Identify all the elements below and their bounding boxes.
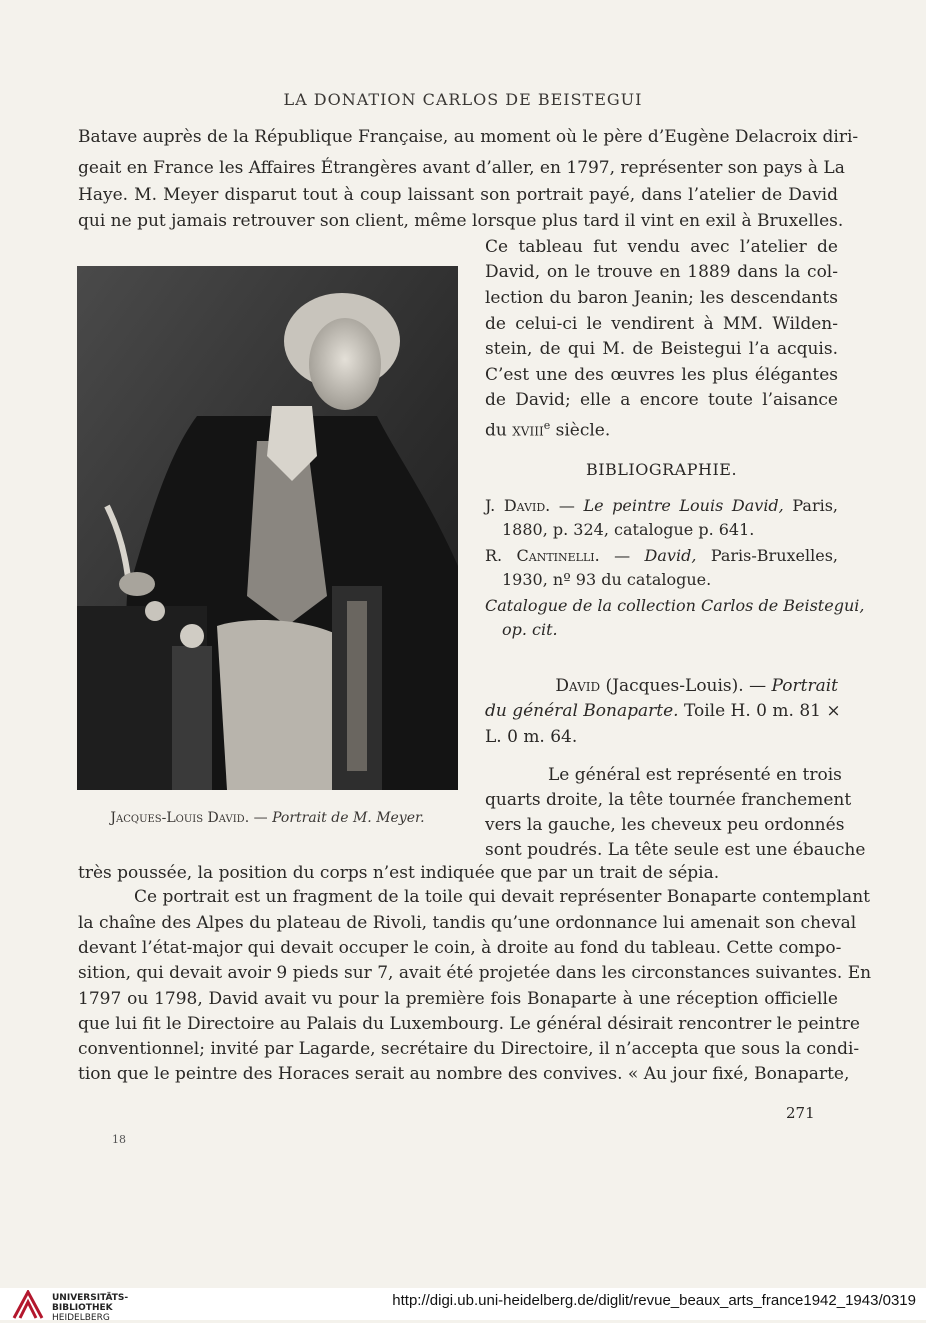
bib-entry-1-cont: 1880, p. 324, catalogue p. 641. [502, 520, 755, 539]
intro-line-3: Haye. M. Meyer disparut tout à coup laissant son portrait payé, dans l’atelier de David [78, 185, 838, 205]
library-logo-text: UNIVERSITÄTS- BIBLIOTHEK HEIDELBERG [52, 1293, 129, 1323]
side-line-5: stein, de qui M. de Beistegui l’a acquis. [485, 339, 838, 359]
body-line-1: très poussée, la position du corps n’est indiquée que par un trait de sépia. [78, 863, 720, 883]
side-line-1: Ce tableau fut vendu avec l’atelier de [485, 237, 838, 257]
portrait-figure [77, 266, 458, 790]
intro-line-1: Batave auprès de la République Française, au moment où le père d’Eugène Delacroix diri- [78, 127, 859, 147]
side-line-4: de celui-ci le vendirent à MM. Wilden- [485, 314, 838, 334]
intro-line-2: geait en France les Affaires Étrangères avant d’aller, en 1797, représenter son pays à La [78, 158, 845, 178]
intro-line-4: qui ne put jamais retrouver son client, même lorsque plus tard il vint en exil à Bruxelles. [78, 211, 844, 231]
entry-line-3: L. 0 m. 64. [485, 727, 578, 747]
bib-entry-1: J. David. — Le peintre Louis David, Paris, [485, 496, 839, 515]
source-url-link[interactable]: http://digi.ub.uni-heidelberg.de/diglit/revue_beaux_arts_france1942_1943/0319 [392, 1292, 916, 1309]
body-line-5: sition, qui devait avoir 9 pieds sur 7, avait été projetée dans les circonstances suivantes. En [78, 963, 872, 983]
body-line-8: conventionnel; invité par Lagarde, secrétaire du Directoire, il n’accepta que sous la condi- [78, 1039, 860, 1059]
bib-entry-3-cont: op. cit. [502, 620, 558, 639]
bib-entry-2: R. Cantinelli. — David, Paris-Bruxelles, [485, 546, 838, 565]
portrait-image [77, 266, 458, 790]
body-line-6: 1797 ou 1798, David avait vu pour la première fois Bonaparte à une réception officielle [78, 989, 838, 1009]
figure-caption: Jacques-Louis David. — Portrait de M. Meyer. [110, 810, 425, 826]
body-line-2: Ce portrait est un fragment de la toile qui devait représenter Bonaparte contemplant [134, 887, 870, 907]
side-line-6: C’est une des œuvres les plus élégantes [485, 365, 838, 385]
body-line-7: que lui fit le Directoire au Palais du Luxembourg. Le général désirait rencontrer le peintre [78, 1014, 860, 1034]
desc-line-1: Le général est représenté en trois [548, 765, 842, 785]
running-header: LA DONATION CARLOS DE BEISTEGUI [283, 90, 643, 109]
side-line-7: de David; elle a encore toute l’aisance [485, 390, 838, 410]
side-line-8: du xviii$^e$ siècle. [485, 419, 611, 441]
entry-line-1: David (Jacques-Louis). — Portrait [555, 676, 838, 696]
signature-mark: 18 [112, 1133, 126, 1146]
desc-line-3: vers la gauche, les cheveux peu ordonnés [485, 815, 845, 835]
bib-entry-2-cont: 1930, nº 93 du catalogue. [502, 570, 712, 589]
side-line-3: lection du baron Jeanin; les descendants [485, 288, 838, 308]
page-number: 271 [786, 1104, 815, 1122]
desc-line-4: sont poudrés. La tête seule est une ébauche [485, 840, 866, 860]
side-line-2: David, on le trouve en 1889 dans la col- [485, 262, 838, 282]
bib-entry-3: Catalogue de la collection Carlos de Beistegui, [485, 596, 865, 615]
desc-line-2: quarts droite, la tête tournée franchement [485, 790, 852, 810]
library-logo-icon [10, 1290, 46, 1320]
entry-line-2: du général Bonaparte. Toile H. 0 m. 81 × [485, 701, 841, 721]
bibliography-heading: BIBLIOGRAPHIE. [585, 460, 738, 479]
body-line-4: devant l’état-major qui devait occuper le coin, à droite au fond du tableau. Cette compo- [78, 938, 842, 958]
body-line-3: la chaîne des Alpes du plateau de Rivoli, tandis qu’une ordonnance lui amenait son cheval [78, 913, 857, 933]
body-line-9: tion que le peintre des Horaces serait au nombre des convives. « Au jour fixé, Bonaparte, [78, 1064, 850, 1084]
